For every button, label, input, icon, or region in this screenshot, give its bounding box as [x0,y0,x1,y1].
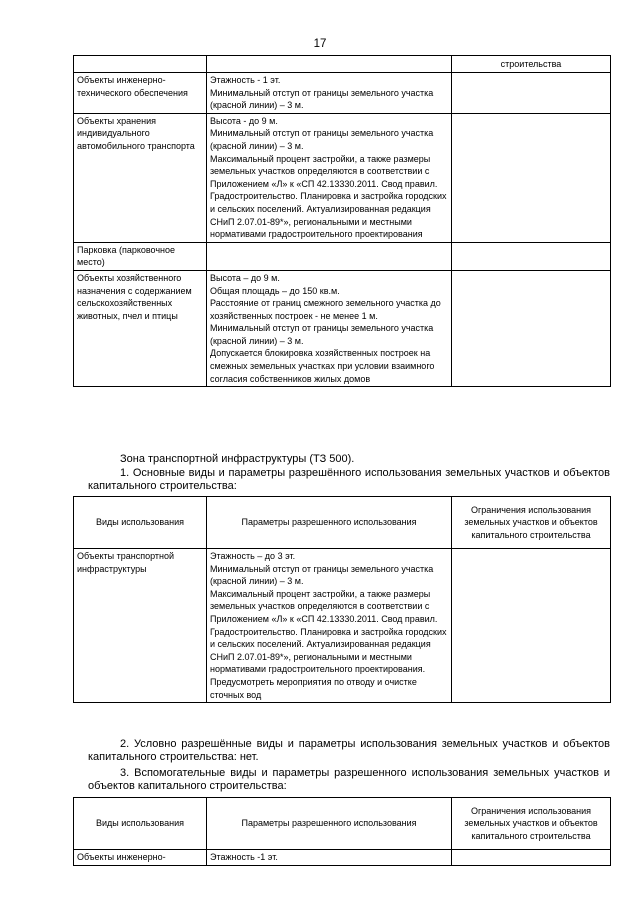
zone-title: Зона транспортной инфраструктуры (ТЗ 500). [120,453,355,465]
use-type-cell: Объекты хозяйственного назначения с содержанием сельскохозяйственных животных, пчел и птицы [74,270,207,386]
params-cell: Этажность – до 3 эт. Минимальный отступ от границы земельного участка (красной линии) – 3 м. Максимальный процент застройки, а также размеры земельных участков определяются в соответствии с Приложением «Л» к «СП 42.13330.2011. Свод правил. Градостроительство. Планировка и застройка городских и сельских поселений. Актуализированная редакция СНиП 2.07.01-89*», региональными и местными нормативами градостроительного проектирования. Предусмотреть мероприятия по отводу и очистке сточных вод [207,549,452,703]
table-transport-aux [73,797,611,866]
table-residential-aux [73,55,611,387]
limits-cell [452,549,611,703]
limits-cell [452,113,611,242]
table-row [74,549,611,703]
table-row [74,113,611,242]
table-row [74,56,611,73]
column-header: Ограничения использования земельных участков и объектов капитального строительства [452,497,611,549]
table-row [74,850,611,866]
use-type-cell: Объекты инженерно-технического обеспечения [74,73,207,114]
param-line: Этажность - 1 эт. [210,75,281,85]
table-row [74,242,611,270]
table-row [74,73,611,114]
params-cell: Высота - до 9 м. Минимальный отступ от границы земельного участка (красной линии) – 3 м. Максимальный процент застройки, а также размеры земельных участков определяются в соответствии с Приложением «Л» к «СП 42.13330.2011. Свод правил. Градостроительство. Планировка и застройка городских и сельских поселений. Актуализированная редакция СНиП 2.07.01-89*», региональными и местными нормативами градостроительного проектирования [207,113,452,242]
params-cell [207,242,452,270]
use-type-cell: Объекты хранения индивидуального автомобильного транспорта [74,113,207,242]
page-number: 17 [313,38,327,50]
table-header-row [74,497,611,549]
column-header: Параметры разрешенного использования [207,497,452,549]
limits-cell [452,73,611,114]
table-cell [207,56,452,73]
limits-cell [452,242,611,270]
table-row [74,270,611,386]
limits-cell [452,850,611,866]
table-cell: строительства [452,56,611,73]
use-type-cell: Парковка (парковочное место) [74,242,207,270]
limits-cell [452,270,611,386]
params-cell: Высота – до 9 м. Общая площадь – до 150 кв.м. Расстояние от границ смежного земельного участка до хозяйственных построек - не менее 1 м. Минимальный отступ от границы земельного участка (красной линии) – 3 м. Допускается блокировка хозяйственных построек на смежных земельных участках при условии взаимного согласия собственников жилых домов [207,270,452,386]
table-header-row [74,798,611,850]
section-item-1: 1. Основные виды и параметры разрешённого использования земельных участков и объектов капитального строительства: [88,467,610,492]
params-cell: Этажность -1 эт. [207,850,452,866]
section-item-3: 3. Вспомогательные виды и параметры разрешенного использования земельных участков и объектов капитального строительства: [88,767,610,792]
column-header: Параметры разрешенного использования [207,798,452,850]
section-item-2: 2. Условно разрешённые виды и параметры использования земельных участков и объектов капитального строительства: нет. [88,738,610,763]
params-cell [207,73,452,114]
table-cell [74,56,207,73]
use-type-cell: Объекты транспортной инфраструктуры [74,549,207,703]
param-line: Минимальный отступ от границы земельного участка (красной линии) – 3 м. [210,87,434,111]
column-header: Виды использования [74,497,207,549]
use-type-cell: Объекты инженерно- [74,850,207,866]
table-transport-main [73,496,611,703]
column-header: Виды использования [74,798,207,850]
column-header: Ограничения использования земельных участков и объектов капитального строительства [452,798,611,850]
